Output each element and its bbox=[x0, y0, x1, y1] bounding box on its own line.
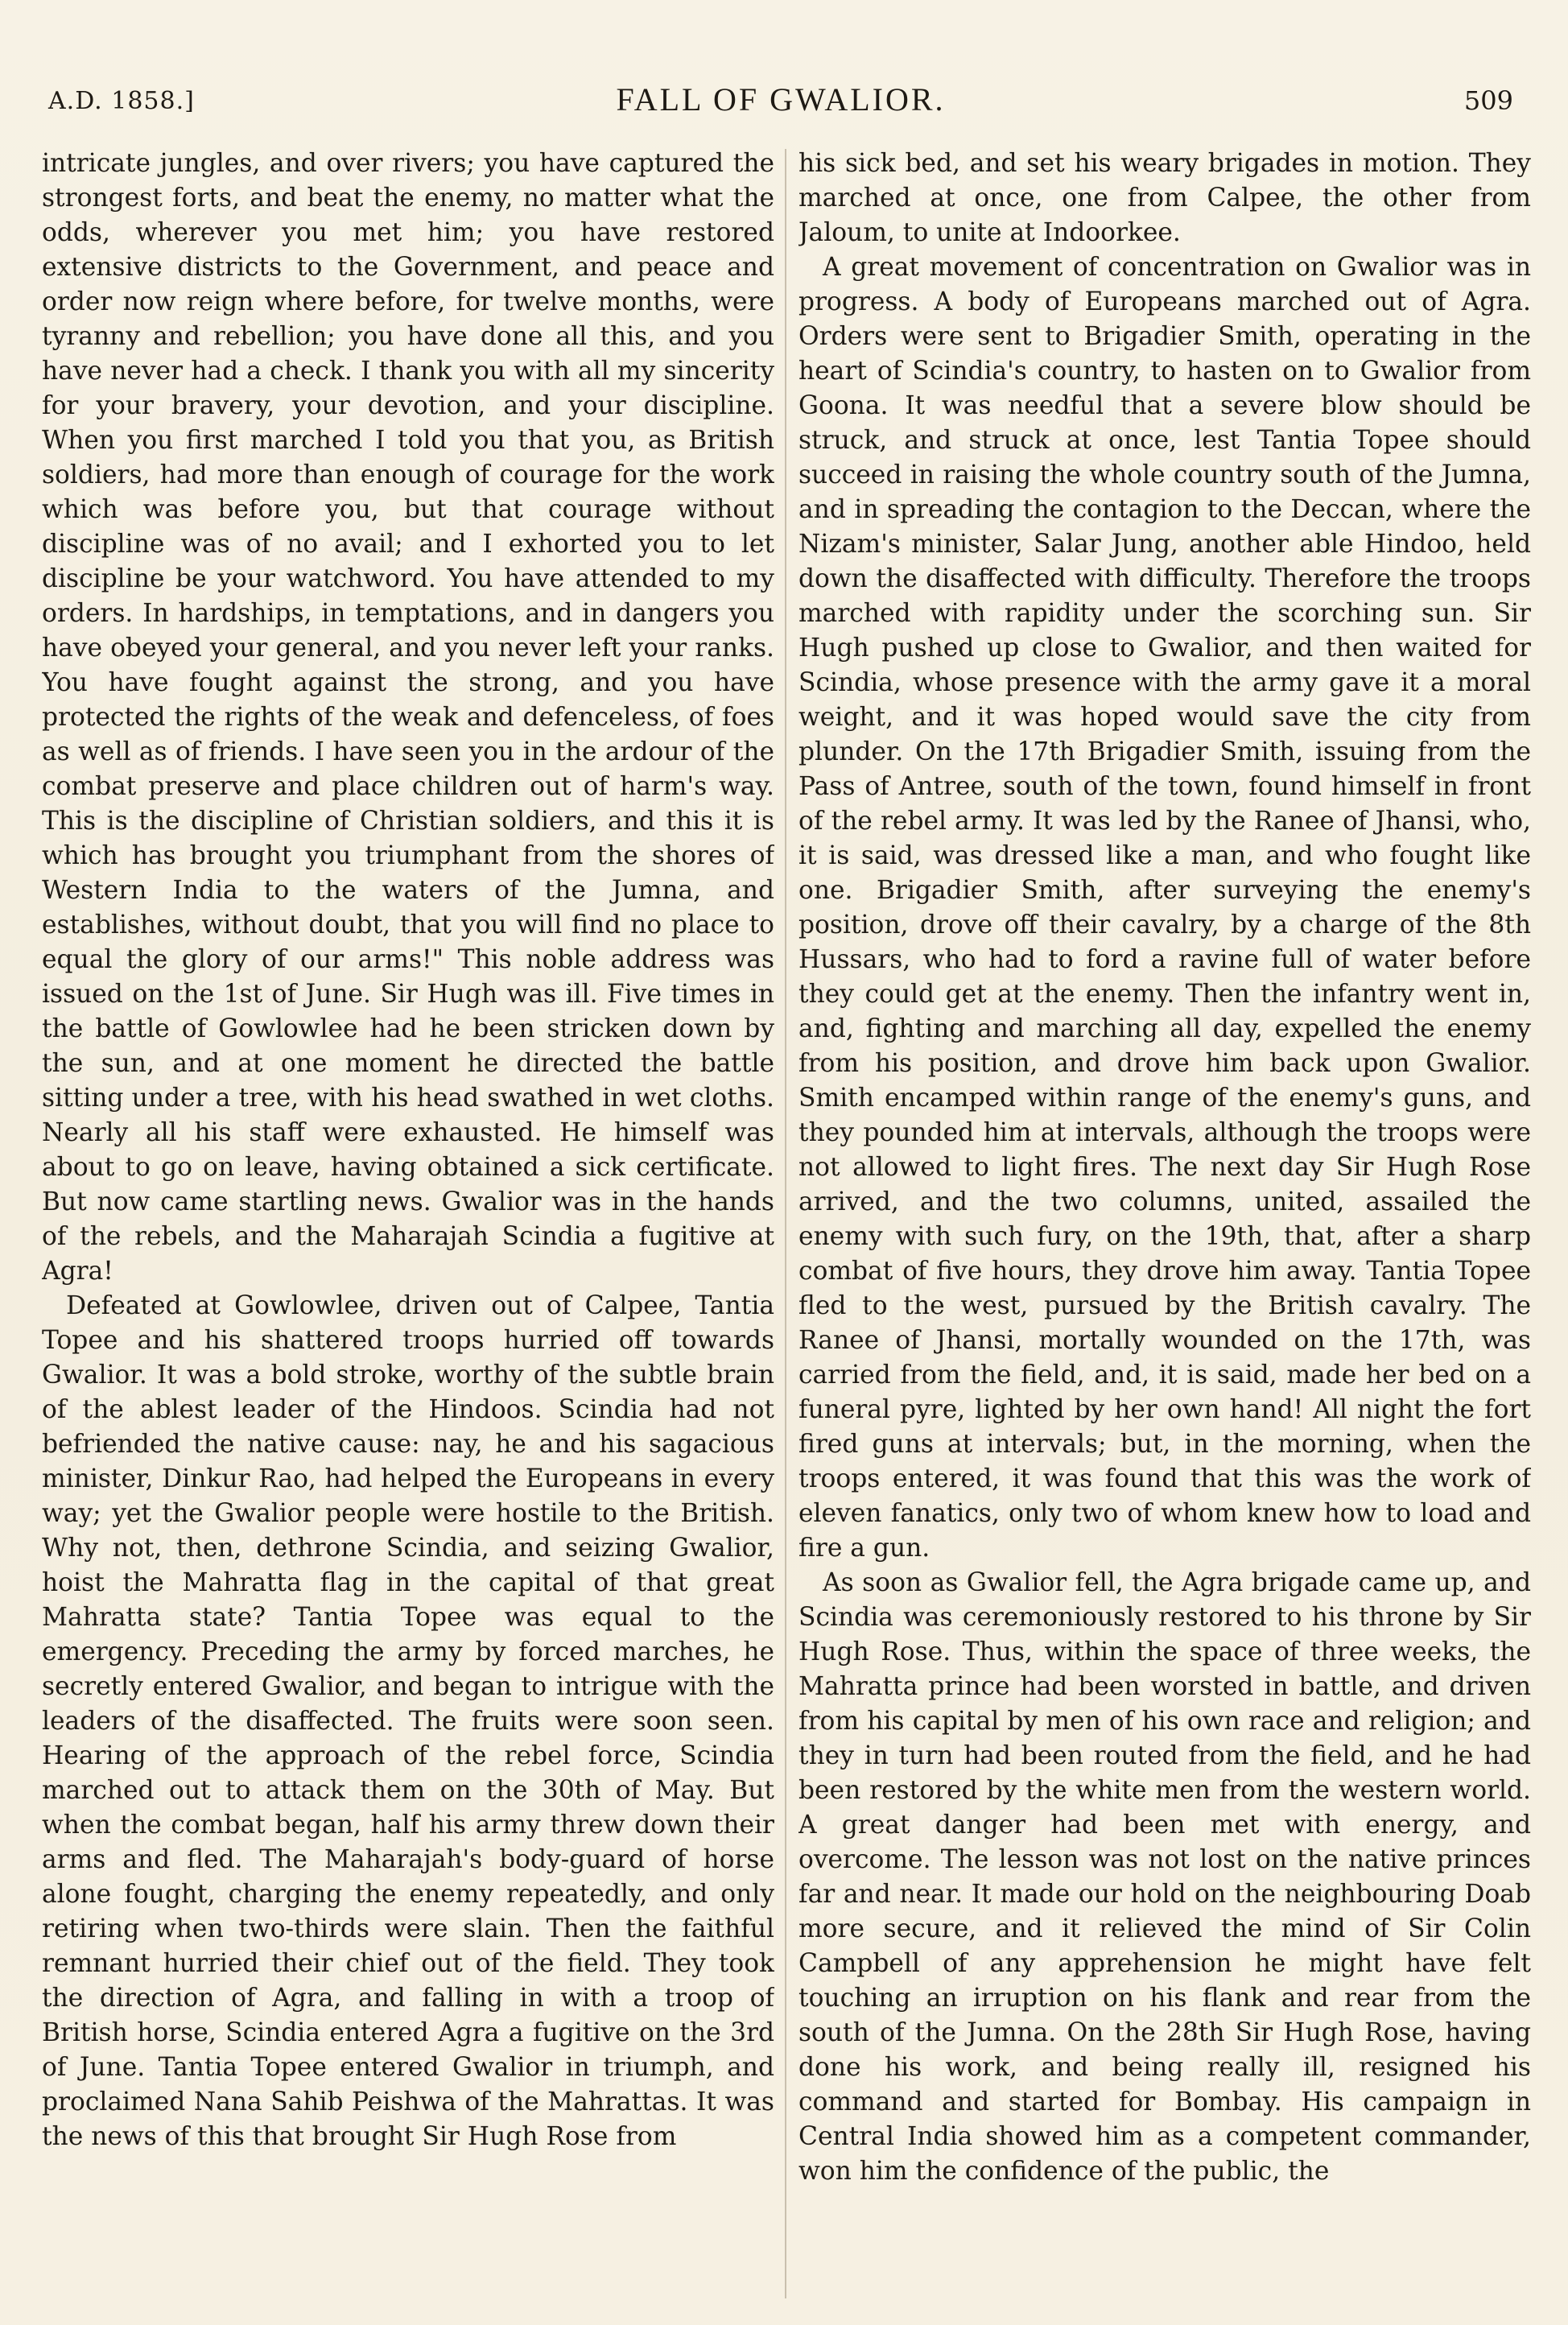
running-head bbox=[48, 81, 1513, 129]
header-title: FALL OF GWALIOR. bbox=[616, 81, 946, 118]
paragraph: Defeated at Gowlowlee, driven out of Calpee, Tantia Topee and his shattered troops hurried off towards Gwalior. It was a bold stroke, worthy of the subtle brain of the ablest leader of the Hindoos. Scindia had not befriended the native cause: nay, he and his sagacious minister, Dinkur Rao, had helped the Europeans in every way; yet the Gwalior people were hostile to the British. Why not, then, dethrone Scindia, and seizing Gwalior, hoist the Mahratta flag in the capital of that great Mahratta state? Tantia Topee was equal to the emergency. Preceding the army by forced marches, he secretly entered Gwalior, and began to intrigue with the leaders of the disaffected. The fruits were soon seen. Hearing of the approach of the rebel force, Scindia marched out to attack them on the 30th of May. But when the combat began, half his army threw down their arms and fled. The Maharajah's body-guard of horse alone fought, charging the enemy repeatedly, and only retiring when two-thirds were slain. Then the faithful remnant hurried their chief out of the field. They took the direction of Agra, and falling in with a troop of British horse, Scindia entered Agra a fugitive on the 3rd of June. Tantia Topee entered Gwalior in triumph, and proclaimed Nana Sahib Peishwa of the Mahrattas. It was the news of this that brought Sir Hugh Rose from bbox=[42, 1291, 774, 2151]
paragraph: As soon as Gwalior fell, the Agra brigade came up, and Scindia was ceremoniously restored to his throne by Sir Hugh Rose. Thus, within the space of three weeks, the Mahratta prince had been worsted in battle, and driven from his capital by men of his own race and religion; and they in turn had been routed from the field, and he had been restored by the white men from the western world. A great danger had been met with energy, and overcome. The lesson was not lost on the native princes far and near. It made our hold on the neighbouring Doab more secure, and it relieved the mind of Sir Colin Campbell of any apprehension he might have felt touching an irruption on his flank and rear from the south of the Jumna. On the 28th Sir Hugh Rose, having done his work, and being really ill, resigned his command and started for Bombay. His campaign in Central India showed him as a competent commander, won him the confidence of the public, the bbox=[798, 1568, 1531, 2186]
right-column bbox=[798, 147, 1531, 2304]
header-date: A.D. 1858.] bbox=[48, 87, 195, 115]
column-divider bbox=[785, 149, 786, 2298]
paragraph: intricate jungles, and over rivers; you have captured the strongest forts, and beat the enemy, no matter what the odds, wherever you met him; you have restored extensive districts to the Government, and peace and order now reign where before, for twelve months, were tyranny and rebellion; you have done all this, and you have never had a check. I thank you with all my sincerity for your bravery, your devotion, and your discipline. When you first marched I told you that you, as British soldiers, had more than enough of courage for the work which was before you, but that courage without discipline was of no avail; and I exhorted you to let discipline be your watchword. You have attended to my orders. In hardships, in temptations, and in dangers you have obeyed your general, and you never left your ranks. You have fought against the strong, and you have protected the rights of the weak and defenceless, of foes as well as of friends. I have seen you in the ardour of the combat preserve and place children out of harm's way. This is the discipline of Christian soldiers, and this it is which has brought you triumphant from the shores of Western India to the waters of the Jumna, and establishes, without doubt, that you will find no place to equal the glory of our arms!" This noble address was issued on the 1st of June. Sir Hugh was ill. Five times in the battle of Gowlowlee had he been stricken down by the sun, and at one moment he directed the battle sitting under a tree, with his head swathed in wet cloths. Nearly all his staff were exhausted. He himself was about to go on leave, having obtained a sick certificate. But now came startling news. Gwalior was in the hands of the rebels, and the Maharajah Scindia a fugitive at Agra! bbox=[42, 149, 774, 1286]
left-column bbox=[42, 147, 774, 2304]
paragraph: his sick bed, and set his weary brigades in motion. They marched at once, one from Calpee, the other from Jaloum, to unite at Indoorkee. bbox=[798, 149, 1531, 247]
page-number: 509 bbox=[1463, 85, 1513, 116]
paragraph: A great movement of concentration on Gwalior was in progress. A body of Europeans marched out of Agra. Orders were sent to Brigadier Smith, operating in the heart of Scindia's country, to hasten on to Gwalior from Goona. It was needful that a severe blow should be struck, and struck at once, lest Tantia Topee should succeed in raising the whole country south of the Jumna, and in spreading the contagion to the Deccan, where the Nizam's minister, Salar Jung, another able Hindoo, held down the disaffected with difficulty. Therefore the troops marched with rapidity under the scorching sun. Sir Hugh pushed up close to Gwalior, and then waited for Scindia, whose presence with the army gave it a moral weight, and it was hoped would save the city from plunder. On the 17th Brigadier Smith, issuing from the Pass of Antree, south of the town, found himself in front of the rebel army. It was led by the Ranee of Jhansi, who, it is said, was dressed like a man, and who fought like one. Brigadier Smith, after surveying the enemy's position, drove off their cavalry, by a charge of the 8th Hussars, who had to ford a ravine full of water before they could get at the enemy. Then the infantry went in, and, fighting and marching all day, expelled the enemy from his position, and drove him back upon Gwalior. Smith encamped within range of the enemy's guns, and they pounded him at intervals, although the troops were not allowed to light fires. The next day Sir Hugh Rose arrived, and the two columns, united, assailed the enemy with such fury, on the 19th, that, after a sharp combat of five hours, they drove him away. Tantia Topee fled to the west, pursued by the British cavalry. The Ranee of Jhansi, mortally wounded on the 17th, was carried from the field, and, it is said, made her bed on a funeral pyre, lighted by her own hand! All night the fort fired guns at intervals; but, in the morning, when the troops entered, it was found that this was the work of eleven fanatics, only two of whom knew how to load and fire a gun. bbox=[798, 253, 1531, 1563]
